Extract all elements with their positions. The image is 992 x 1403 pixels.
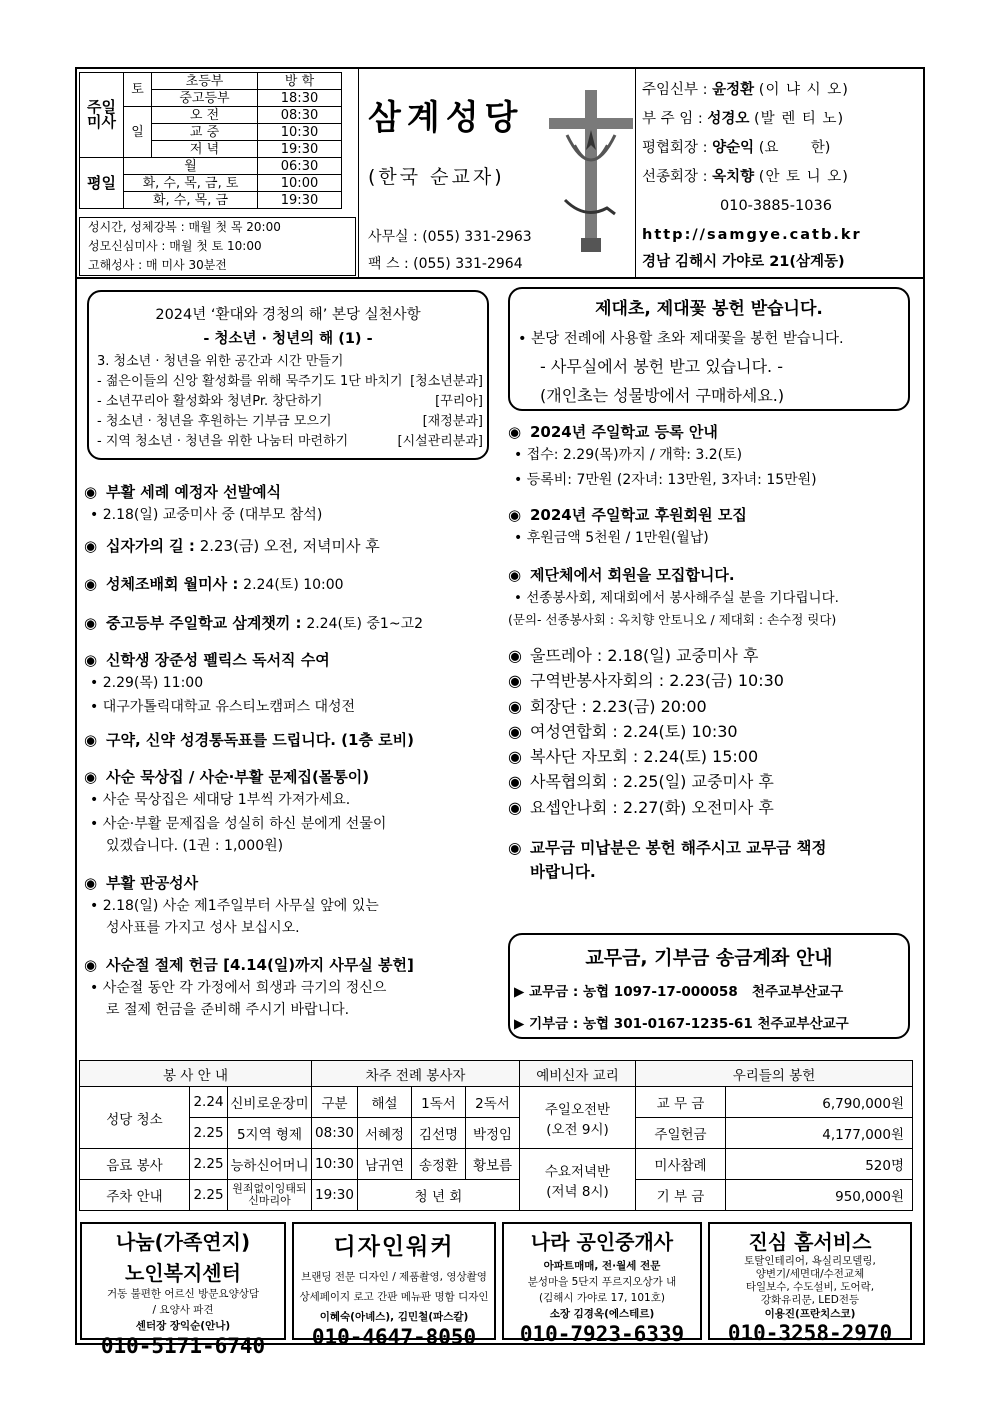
header-divider [75,277,925,279]
church-name: 삼계성당 [368,98,524,138]
staff-phone: 010-3885-1036 [720,198,832,214]
table-cell: 구분 [312,1087,358,1118]
section-line: 바랍니다. [530,863,596,882]
table-cell: 주차 안내 [80,1180,190,1211]
ad-home-service [708,1222,912,1345]
bullet-icon: ◉ [508,566,522,584]
meeting-item: ◉ 여성연합회 : 2.24(토) 10:30 [508,719,918,744]
ad-title: 나라 공인중개사 [530,1230,674,1254]
table-cell: 520명 [726,1149,913,1180]
staff-list [642,80,862,273]
staff-row: 평협회장 : 양순익 (요 한) [642,140,831,156]
plan-subtitle: - 청소년 · 청년의 해 (1) - [203,331,373,347]
bullet-icon: ◉ [84,956,98,974]
section-line: • 2.18(일) 사순 제1주일부터 사무실 앞에 있는 [90,898,379,914]
church-address: 경남 김해시 가야로 21(삼계동) [642,254,845,270]
meeting-item: ◉ 복사단 자모회 : 2.24(토) 15:00 [508,744,918,769]
table-cell: 주일오전반 (오전 9시) [520,1087,636,1149]
ad-line: 아파트매매, 전·월세 전문 [543,1260,661,1272]
ad-realty [502,1222,702,1346]
mass-row-time: 19:30 [258,141,342,158]
section-line: • 접수: 2.29(목)까지 / 개학: 3.2(토) [514,447,743,463]
table-cell: 주일헌금 [636,1118,726,1149]
table-cell: 950,000원 [726,1180,913,1211]
section-heading: ◉ 제단체에서 회원을 모집합니다. [508,563,918,587]
ad-title: 노인복지센터 [125,1261,241,1285]
table-header: 예비신자 교리 [520,1061,636,1087]
ad-line: 토탈인테리어, 욕실리모델링, [744,1255,876,1267]
note-line: 성시간, 성체강복 : 매월 첫 목 20:00 [88,220,281,234]
table-cell: 음료 봉사 [80,1149,190,1180]
staff-row: 선종회장 : 옥치향 (안 토 니 오) [642,169,849,185]
section-heading: ◉ 부활 세례 예정자 선발예식 [84,480,494,504]
right-column [508,420,918,884]
table-cell: 08:30 [312,1118,358,1149]
plan-head: 3. 청소년 · 청년을 위한 공간과 시간 만들기 [97,354,344,369]
mass-row-label: 교 중 [152,124,258,141]
plan-box [87,290,489,460]
section-heading: ◉ 구약, 신약 성경통독표를 드립니다. (1층 로비) [84,728,494,752]
bullet-icon: ◉ [508,797,522,817]
ad-design [292,1222,496,1349]
table-header: 봉 사 안 내 [80,1061,312,1087]
bullet-icon: ◉ [508,696,522,716]
section-line: (문의- 선종봉사회 : 옥치향 안토니오 / 제대회 : 손수정 릿다) [508,612,837,627]
plan-item: - 젊은이들의 신앙 활성화를 위해 묵주기도 1단 바치기 [청소년분과] [97,374,483,389]
meeting-item: ◉ 구역반봉사자회의 : 2.23(금) 10:30 [508,668,918,693]
bullet-icon: ◉ [84,768,98,786]
account-row: ▶ 기부금 : 농협 301-0167-1235-61 천주교부산교구 [514,1016,849,1032]
table-cell: 10:30 [312,1149,358,1180]
table-cell: 2.25 [190,1149,228,1180]
candle-line: • 본당 전례에 사용할 초와 제대꽃을 봉헌 받습니다. [518,331,844,347]
section-line: 성사표를 가지고 성사 보십시오. [106,920,300,936]
section-heading: ◉ 사순절 절제 헌금 [4.14(일)까지 사무실 봉헌] [84,953,494,977]
candle-line: (개인초는 성물방에서 구매하세요.) [540,386,785,405]
bullet-icon: ◉ [508,506,522,524]
table-cell: 2.25 [190,1180,228,1211]
table-cell: 19:30 [312,1180,358,1211]
table-cell: 송정환 [412,1149,466,1180]
sunday-label: 일 [124,107,152,158]
triangle-icon: ▶ [514,984,530,1000]
plan-item: - 지역 청소년 · 청년을 위한 나눔터 마련하기 [시설관리분과] [97,434,483,449]
bullet-icon: ◉ [508,671,522,691]
staff-row: 주임신부 : 윤정환 (이 냐 시 오) [642,82,849,98]
section-line: • 사순절 동안 각 가정에서 희생과 극기의 정신으 [90,980,387,996]
mass-row-time: 19:30 [258,192,342,209]
bullet-icon: ◉ [84,537,98,555]
section-line: • 사순 묵상집은 세대당 1부씩 가져가세요. [90,792,351,808]
ad-line: 타일보수, 수도설비, 도어락, [745,1281,875,1293]
table-cell: 신비로운장미 [228,1087,312,1118]
table-cell: 교 무 금 [636,1087,726,1118]
mass-row-time: 06:30 [258,158,342,175]
ad-line: 이혜숙(아녜스), 김민철(파스칼) [319,1311,469,1323]
meeting-list [508,643,918,820]
bullet-icon: ◉ [84,614,98,632]
bullet-icon: ◉ [508,721,522,741]
website-link[interactable]: http://samgye.catb.kr [642,227,862,243]
triangle-icon: ▶ [514,1016,530,1032]
bullet-icon: ◉ [84,483,98,501]
bullet-icon: ◉ [508,646,522,665]
table-cell: 능하신어머니 [228,1149,312,1180]
table-cell: 원죄없이잉태되신마리아 [228,1180,312,1211]
mass-row-label: 화, 수, 목, 금, 토 [124,175,258,192]
ad-line: 소장 김경옥(에스테르) [549,1308,655,1320]
table-cell: 6,790,000원 [726,1087,913,1118]
staff-row: 부 주 임 : 성경오 (발 렌 티 노) [642,111,845,127]
church-patron: (한국 순교자) [368,166,505,188]
plan-title: 2024년 ‘환대와 경청의 해’ 본당 실천사항 [155,307,421,323]
mass-schedule-table [79,72,342,209]
section-heading: ◉ 2024년 주일학교 등록 안내 [508,420,918,444]
account-box [508,933,910,1039]
section-line: • 사순·부활 문제집을 성실히 하신 분에게 선물이 [90,816,387,832]
bullet-icon: ◉ [84,575,98,593]
ad-title: 디자인워커 [333,1234,455,1260]
section-heading: ◉ 부활 판공성사 [84,871,494,895]
header-divider-left [358,67,359,277]
bullet-icon: ◉ [508,747,522,767]
section-heading: ◉ 2024년 주일학교 후원회원 모집 [508,503,918,527]
mass-row-label: 월 [124,158,258,175]
ad-title: 나눔(가족연지) [115,1230,251,1254]
ad-line: (김해시 가야로 17, 101호) [539,1292,665,1304]
mass-row-label: 오 전 [152,107,258,124]
bullet-icon: ◉ [84,731,98,749]
ad-title: 진심 홈서비스 [748,1230,872,1254]
table-cell: 황보름 [466,1149,520,1180]
table-header: 우리들의 봉헌 [636,1061,913,1087]
table-cell: 2독서 [466,1087,520,1118]
section-heading: ◉ 성체조배회 월미사 : 2.24(토) 10:00 [84,572,494,597]
cross-logo [545,90,637,260]
candle-line: - 사무실에서 봉헌 받고 있습니다. - [540,357,783,376]
ad-phone: 010-5171-6740 [100,1334,266,1358]
account-row: ▶ 교무금 : 농협 1097-17-000058 천주교부산교구 [514,984,844,1000]
section-line: • 후원금액 5천원 / 1만원(월납) [514,530,709,546]
table-header: 차주 전례 봉사자 [312,1061,520,1087]
mass-row-label: 화, 수, 목, 금 [124,192,258,209]
note-line: 성모신심미사 : 매월 첫 토 10:00 [88,239,262,253]
ad-phone: 010-3258-2970 [727,1321,893,1345]
meeting-item: ◉ 사목협의회 : 2.25(일) 교중미사 후 [508,769,918,794]
left-column [84,480,494,1021]
table-cell: 서혜정 [358,1118,412,1149]
ad-line: 양변기/세면대/수전교체 [755,1268,865,1280]
section-heading: ◉ 교무금 미납분은 봉헌 해주시고 교무금 책정 [508,836,918,860]
weekday-mass-label: 평일 [80,158,124,209]
sunday-mass-label: 주일 미사 [80,73,124,158]
meeting-item: ◉ 울뜨레아 : 2.18(일) 교중미사 후 [508,643,918,668]
plan-item: - 소년꾸리아 활성화와 청년Pr. 창단하기 [꾸리아] [97,394,483,409]
ad-line: / 요양사 파견 [152,1304,214,1316]
table-cell: 수요저녁반 (저녁 8시) [520,1149,636,1211]
bullet-icon: ◉ [508,839,522,858]
account-title: 교무금, 기부금 송금계좌 안내 [585,947,833,969]
bullet-icon: ◉ [508,423,522,441]
note-line: 고해성사 : 매 미사 30분전 [88,258,227,272]
mass-row-time: 방 학 [258,73,342,90]
section-line: • 대구가톨릭대학교 유스티노캠퍼스 대성전 [90,699,356,715]
table-cell: 해설 [358,1087,412,1118]
table-cell: 5지역 형제 [228,1118,312,1149]
plan-list [89,348,487,452]
ad-line: 상세페이지 로고 간판 메뉴판 명함 디자인 [299,1291,489,1303]
table-cell: 4,177,000원 [726,1118,913,1149]
table-cell: 2.25 [190,1118,228,1149]
mass-row-label: 저 녁 [152,141,258,158]
table-cell: 청 년 회 [358,1180,520,1211]
mass-row-time: 18:30 [258,90,342,107]
ad-line: 브랜딩 전문 디자인 / 제품촬영, 영상촬영 [301,1271,487,1283]
candle-title: 제대초, 제대꽃 봉헌 받습니다. [595,299,823,319]
section-line: 로 절제 헌금을 준비해 주시기 바랍니다. [106,1002,350,1018]
mass-row-label: 중고등부 [152,90,258,107]
service-table [79,1060,913,1211]
table-cell: 기 부 금 [636,1180,726,1211]
meeting-item: ◉ 회장단 : 2.23(금) 20:00 [508,694,918,719]
ad-phone: 010-4647-8050 [311,1325,477,1349]
table-cell: 2.24 [190,1087,228,1118]
ad-phone: 010-7923-6339 [519,1322,685,1346]
mass-row-time: 10:30 [258,124,342,141]
section-heading: ◉ 신학생 장준성 펠릭스 독서직 수여 [84,648,494,672]
ad-line: 이용진(프란치스코) [764,1308,856,1320]
table-cell: 김선명 [412,1118,466,1149]
section-line: • 등록비: 7만원 (2자녀: 13만원, 3자녀: 15만원) [514,472,817,488]
mass-row-label: 초등부 [152,73,258,90]
bullet-icon: ◉ [508,772,522,792]
saturday-label: 토 [124,73,152,107]
section-heading: ◉ 사순 묵상집 / 사순·부활 문제집(몰통이) [84,765,494,789]
section-heading: ◉ 십자가의 길 : 2.23(금) 오전, 저녁미사 후 [84,534,494,558]
fax-number: 팩 스 : (055) 331-2964 [368,256,523,272]
mass-row-time: 08:30 [258,107,342,124]
mass-row-time: 10:00 [258,175,342,192]
section-line: • 2.18(일) 교중미사 중 (대부모 참석) [90,507,323,523]
bullet-icon: ◉ [84,874,98,892]
section-line: 있겠습니다. (1권 : 1,000원) [106,838,284,854]
section-line: • 2.29(목) 11:00 [90,675,204,691]
table-cell: 남귀연 [358,1149,412,1180]
ad-line: 거동 불편한 어르신 방문요양상담 [106,1288,259,1300]
plan-item: - 청소년 · 청년을 후원하는 기부금 모으기 [재정분과] [97,414,483,429]
ad-line: 센터장 장익순(안나) [135,1320,231,1332]
ad-elderly-care [80,1222,286,1358]
section-heading: ◉ 중고등부 주일학교 삼계챗끼 : 2.24(토) 중1~고2 [84,611,494,636]
office-phone: 사무실 : (055) 331-2963 [368,229,532,245]
table-cell: 성당 청소 [80,1087,190,1149]
bullet-icon: ◉ [84,651,98,669]
table-cell: 박정임 [466,1118,520,1149]
candle-box [508,287,910,411]
ad-line: 강화유리문, LED전등 [760,1294,860,1306]
table-cell: 1독서 [412,1087,466,1118]
ad-line: 분성마을 5단지 푸르지오상가 내 [527,1276,677,1288]
meeting-item: ◉ 요셉안나회 : 2.27(화) 오전미사 후 [508,795,918,820]
mass-notes [79,217,356,276]
table-cell: 미사참례 [636,1149,726,1180]
section-line: • 선종봉사회, 제대회에서 봉사해주실 분을 기다립니다. [514,590,839,606]
